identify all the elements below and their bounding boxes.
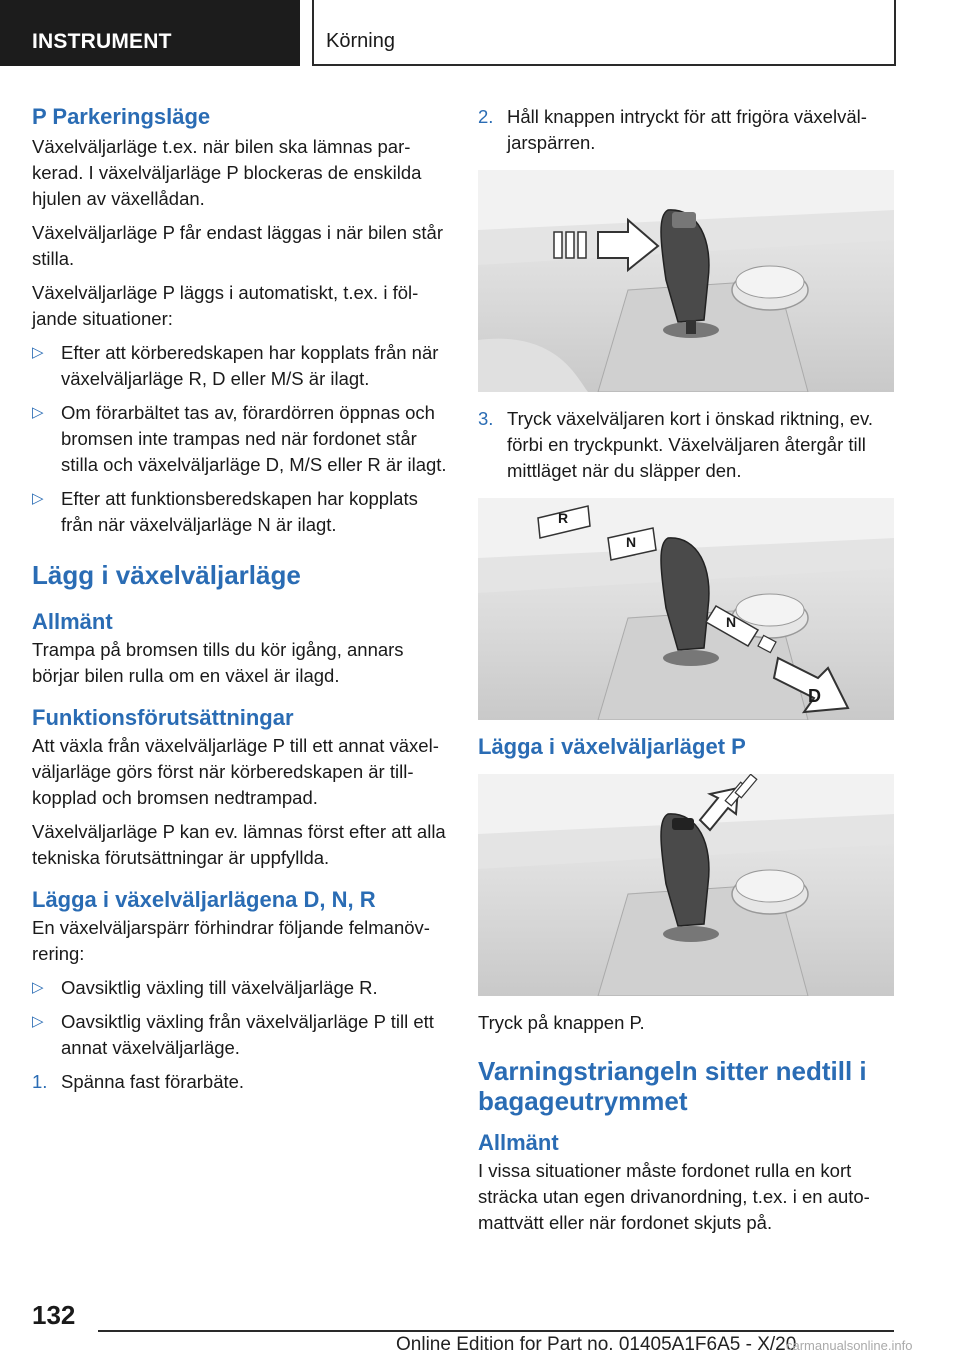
footer-divider — [98, 1330, 894, 1332]
conditions-paragraph-2: Växelväljarläge P kan ev. lämnas först efter att alla tekniska förutsättningar är uppfyllda. — [32, 821, 446, 868]
triangle-bullet-icon: ▷ — [32, 344, 44, 361]
watermark: carmanualsonline.info — [786, 1338, 913, 1353]
triangle-bullet-icon: ▷ — [32, 1013, 44, 1030]
triangle-general-heading: Allmänt — [478, 1130, 559, 1155]
list-item: ▷ Efter att funktionsberedskapen har kopplats från när växelväljarläge N är ilagt. — [32, 488, 418, 535]
step-number: 3. — [478, 408, 494, 429]
park-paragraph-3: Växelväljarläge P läggs i automatiskt, t.ex. i föl-jande situationer: — [32, 282, 419, 329]
arrow-label-d: D — [808, 686, 821, 706]
triangle-bullet-icon: ▷ — [32, 490, 44, 507]
step-item: 2. Håll knappen intryckt för att frigöra växelväl-jarspärren. — [478, 106, 867, 153]
conditions-paragraph-1: Att växla från växelväljarläge P till ett annat växel-väljarläge görs först när körberedskapen är till-kopplad och bromsen nedtrampad. — [32, 735, 439, 808]
triangle-bullet-icon: ▷ — [32, 979, 44, 996]
chapter-tab[interactable]: INSTRUMENT — [0, 0, 300, 66]
left-column — [32, 100, 452, 1103]
triangle-bullet-icon: ▷ — [32, 404, 44, 421]
dnr-paragraph: En växelväljarspärr förhindrar följande felmanöv-rering: — [32, 917, 430, 964]
list-item: ▷ Oavsiktlig växling från växelväljarläge P till ett annat växelväljarläge. — [32, 1011, 434, 1058]
park-paragraph-1: Växelväljarläge t.ex. när bilen ska lämnas par-kerad. I växelväljarläge P blockeras de enskilda hjulen av växellådan. — [32, 136, 422, 209]
dnr-heading: Lägga i växelväljarlägena D, N, R — [32, 887, 376, 912]
arrow-label-n-top: N — [626, 534, 637, 550]
park-paragraph-2: Växelväljarläge P får endast läggas i när bilen står stilla. — [32, 222, 444, 269]
engage-heading: Lägg i växelväljarläge — [32, 560, 301, 590]
step-item: 1. Spänna fast förarbäte. — [32, 1069, 452, 1095]
gear-direction-illustration — [478, 498, 894, 720]
park-heading: P Parkeringsläge — [32, 104, 211, 129]
step-number: 2. — [478, 106, 494, 127]
list-item: ▷ Oavsiktlig växling till växelväljarläge R. — [32, 975, 452, 1001]
conditions-heading: Funktionsförutsättningar — [32, 705, 294, 730]
general-heading: Allmänt — [32, 609, 113, 634]
triangle-paragraph: I vissa situationer måste fordonet rulla en kort sträcka utan egen drivanordning, t.ex. i en auto-mattvätt eller när fordonet skjuts på. — [478, 1160, 870, 1233]
arrow-label-r: R — [558, 510, 569, 526]
section-title: Körning — [312, 0, 896, 66]
general-paragraph: Trampa på bromsen tills du kör igång, annars börjar bilen rulla om en växel är ilagd. — [32, 639, 404, 686]
right-column — [478, 100, 898, 1244]
step-number: 1. — [32, 1071, 48, 1092]
p-heading: Lägga i växelväljarläget P — [478, 734, 746, 759]
triangle-heading: Varningstriangeln sitter nedtill i bagageutrymmet — [478, 1056, 867, 1116]
footer-edition: Online Edition for Part no. 01405A1F6A5 - X/20 — [396, 1334, 797, 1355]
page-number: 132 — [32, 1300, 76, 1330]
step-item: 3. Tryck växelväljaren kort i önskad riktning, ev. förbi en tryckpunkt. Växelväljaren återgår till mittläget när du släpper den. — [478, 408, 874, 481]
gear-selector-illustration — [478, 170, 894, 392]
list-item: ▷ Om förarbältet tas av, förardörren öppnas och bromsen inte trampas ned när fordonet står stilla och växelväljarläge D, M/S eller R är ilagt. — [32, 402, 447, 475]
park-button-illustration — [478, 774, 894, 996]
arrow-label-n-bottom: N — [726, 614, 737, 630]
list-item: ▷ Efter att körberedskapen har kopplats från när växelväljarläge R, D eller M/S är ilagt. — [32, 342, 439, 389]
p-paragraph: Tryck på knappen P. — [478, 1012, 645, 1033]
